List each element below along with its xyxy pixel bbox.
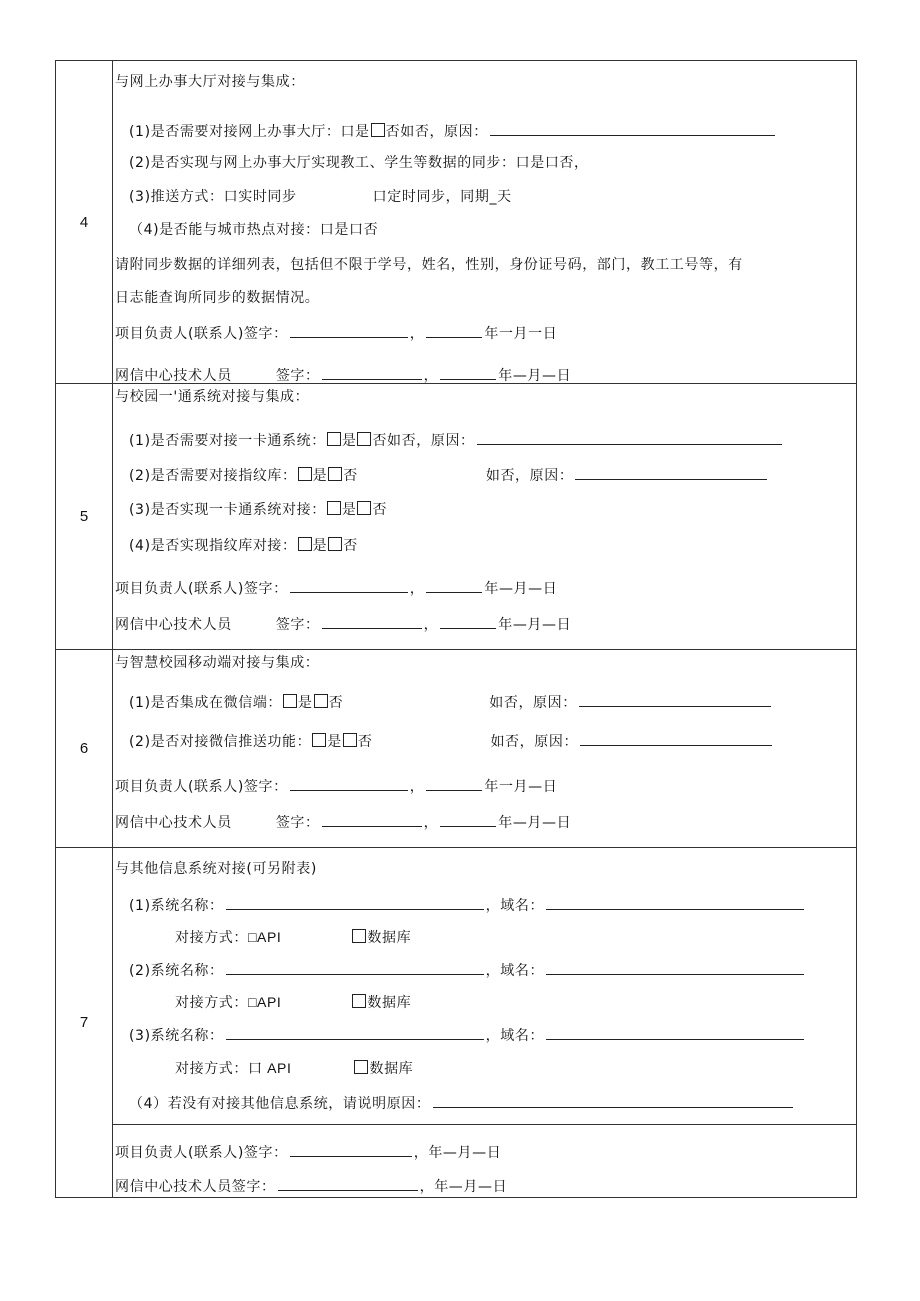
no-checkbox[interactable]: [343, 733, 357, 747]
reason-field[interactable]: [575, 465, 767, 480]
yes-checkbox[interactable]: [312, 733, 326, 747]
yes-checkbox[interactable]: [298, 467, 312, 481]
row-number: 4: [56, 61, 113, 383]
reason-field[interactable]: [477, 430, 782, 445]
question-4: （4)是否能与城市热点对接：口是口否: [129, 222, 379, 238]
tech-signature: 网信中心技术人员 签字： ， 年—月—日: [115, 614, 571, 634]
manager-signature: 项目负责人(联系人)签字： ， 年一月—日: [115, 776, 557, 796]
domain-field[interactable]: [546, 895, 804, 910]
system-name-field[interactable]: [226, 960, 484, 975]
row-7: [56, 847, 856, 1197]
section-title: 与校园一'通系统对接与集成：: [115, 389, 310, 405]
tech-signature: 网信中心技术人员签字： ，年—月—日: [115, 1176, 507, 1196]
question-4: (4)是否实现指纹库对接： 是 否: [129, 538, 358, 554]
no-checkbox[interactable]: [328, 467, 342, 481]
no-checkbox[interactable]: [328, 537, 342, 551]
yes-checkbox[interactable]: [327, 432, 341, 446]
year-field[interactable]: [426, 578, 482, 593]
integration-form-table: [55, 60, 857, 1198]
yes-checkbox[interactable]: [298, 537, 312, 551]
year-field[interactable]: [440, 614, 496, 629]
signature-field[interactable]: [290, 578, 408, 593]
database-checkbox[interactable]: [354, 1060, 368, 1074]
no-checkbox[interactable]: [357, 432, 371, 446]
row-5: [56, 383, 856, 649]
question-2: (2)是否需要对接指纹库： 是 否 如否，原因：: [129, 465, 769, 485]
system-3-name: (3)系统名称： ，域名：: [129, 1025, 806, 1045]
signature-field[interactable]: [290, 323, 408, 338]
section-title: 与网上办事大厅对接与集成：: [115, 74, 305, 90]
system-1-name: (1)系统名称： ，域名：: [129, 895, 806, 915]
signature-field[interactable]: [322, 614, 422, 629]
system-3-method: 对接方式：口 API 数据库: [175, 1060, 414, 1077]
year-field[interactable]: [440, 812, 496, 827]
reason-field[interactable]: [579, 692, 771, 707]
row-number: 7: [56, 848, 113, 1197]
note-line-2: 日志能查询所同步的数据情况。: [115, 290, 320, 306]
row-4: [56, 61, 856, 383]
signature-field[interactable]: [290, 776, 408, 791]
domain-field[interactable]: [546, 1025, 804, 1040]
signature-field[interactable]: [278, 1176, 418, 1191]
question-1: (1)是否需要对接一卡通系统： 是 否如否，原因：: [129, 430, 784, 450]
no-checkbox[interactable]: [314, 694, 328, 708]
signature-field[interactable]: [322, 365, 422, 380]
reason-field[interactable]: [490, 121, 775, 136]
reason-field[interactable]: [433, 1093, 793, 1108]
system-name-field[interactable]: [226, 895, 484, 910]
no-checkbox[interactable]: [371, 123, 385, 137]
question-2: (2)是否实现与网上办事大厅实现教工、学生等数据的同步：口是口否，: [129, 155, 589, 171]
manager-signature: 项目负责人(联系人)签字： ，年—月—日: [115, 1142, 501, 1162]
row-number: 6: [56, 650, 113, 847]
database-checkbox[interactable]: [352, 929, 366, 943]
no-checkbox[interactable]: [357, 501, 371, 515]
question-1: (1)是否需要对接网上办事大厅：口是 否如否，原因：: [129, 121, 777, 141]
system-2-name: (2)系统名称： ，域名：: [129, 960, 806, 980]
domain-field[interactable]: [546, 960, 804, 975]
system-1-method: 对接方式：□API 数据库: [175, 929, 412, 946]
question-1: (1)是否集成在微信端： 是 否 如否，原因：: [129, 692, 773, 712]
question-3: (3)推送方式：口实时同步 口定时同步，同期_天: [129, 189, 512, 205]
question-4: （4）若没有对接其他信息系统，请说明原因：: [129, 1093, 795, 1113]
note-line-1: 请附同步数据的详细列表，包括但不限于学号，姓名，性别，身份证号码，部门，教工工号等，有: [115, 257, 743, 273]
system-2-method: 对接方式：□API 数据库: [175, 994, 412, 1011]
signature-field[interactable]: [290, 1142, 412, 1157]
yes-checkbox[interactable]: [327, 501, 341, 515]
row-number: 5: [56, 384, 113, 649]
row-6: [56, 649, 856, 847]
database-checkbox[interactable]: [352, 994, 366, 1008]
yes-checkbox[interactable]: [283, 694, 297, 708]
tech-signature: 网信中心技术人员 签字： ， 年—月—日: [115, 365, 571, 385]
signature-field[interactable]: [322, 812, 422, 827]
year-field[interactable]: [426, 776, 482, 791]
question-2: (2)是否对接微信推送功能： 是 否 如否，原因：: [129, 731, 774, 751]
tech-signature: 网信中心技术人员 签字： ， 年—月—日: [115, 812, 571, 832]
row-divider: [113, 1124, 856, 1125]
manager-signature: 项目负责人(联系人)签字： ， 年一月一日: [115, 323, 557, 343]
section-title: 与智慧校园移动端对接与集成：: [115, 655, 320, 671]
section-title: 与其他信息系统对接(可另附表): [115, 861, 317, 877]
system-name-field[interactable]: [226, 1025, 484, 1040]
question-3: (3)是否实现一卡通系统对接： 是 否: [129, 502, 388, 518]
year-field[interactable]: [426, 323, 482, 338]
reason-field[interactable]: [580, 731, 772, 746]
manager-signature: 项目负责人(联系人)签字： ， 年—月—日: [115, 578, 557, 598]
year-field[interactable]: [440, 365, 496, 380]
